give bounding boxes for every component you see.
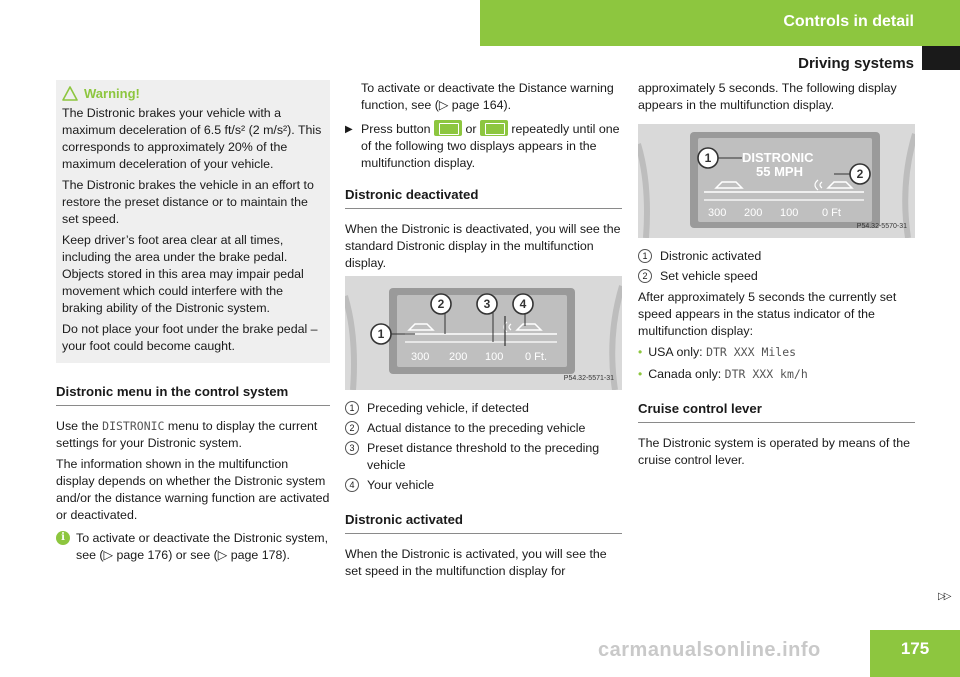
column-left: [56, 80, 330, 564]
info-note-text: To activate or deactivate the Distronic system, see (▷ page 176) or see (▷ page 178).: [76, 531, 329, 562]
legend-item: 2 Set vehicle speed: [638, 268, 915, 285]
bullet-dot-icon: •: [638, 345, 643, 359]
figure-code: P54.32-5570-31: [856, 223, 907, 230]
svg-text:2: 2: [856, 167, 864, 181]
svg-text:1: 1: [377, 327, 385, 341]
heading-distronic-menu: Distronic menu in the control system: [56, 383, 330, 406]
deactivated-paragraph: When the Distronic is deactivated, you will see the standard Distronic display in the multifunction display.: [345, 222, 621, 270]
svg-text:3: 3: [483, 297, 491, 311]
status-indicator-paragraph: After approximately 5 seconds the currently set speed appears in the status indicator of the multifunction display:: [638, 290, 897, 338]
warning-title: Warning!: [62, 85, 324, 102]
warning-triangle-icon: [62, 86, 78, 101]
display-button-icon-right: [480, 120, 508, 136]
header-marker-block: [922, 46, 960, 70]
tick-0: 0 Ft.: [525, 351, 548, 363]
menu-paragraph-1: Use the DISTRONIC menu to display the current settings for your Distronic system.: [56, 419, 318, 450]
tick-100: 100: [780, 207, 799, 219]
header-section-label: Controls in detail: [783, 13, 914, 30]
info-icon: i: [56, 531, 70, 545]
bullet-dot-icon: •: [638, 367, 643, 381]
figure-distronic-activated: [638, 124, 915, 238]
warning-paragraph-2: The Distronic brakes the vehicle in an effort to restore the preset distance or to maintain the set speed.: [62, 178, 314, 226]
warning-paragraph-4: Do not place your foot under the brake pedal – your foot could become caught.: [62, 322, 318, 353]
tick-300: 300: [411, 351, 430, 363]
page-number: 175: [870, 630, 960, 677]
step-arrow-icon: ▶: [345, 124, 353, 135]
step-text: Press button or repeatedly until one of the following two displays appears in the multifunction display.: [361, 122, 620, 170]
distance-warning-intro: To activate or deactivate the Distance warning function, see (▷ page 164).: [361, 81, 614, 112]
display-speed: 55 MPH: [756, 164, 803, 179]
header-section-tab: [480, 0, 960, 46]
heading-distronic-activated: Distronic activated: [345, 511, 622, 534]
heading-cruise-control-lever: Cruise control lever: [638, 400, 915, 423]
display-button-icon-left: [434, 120, 462, 136]
legend-item: 3 Preset distance threshold to the preceding vehicle: [345, 440, 622, 474]
watermark: carmanualsonline.info: [598, 639, 821, 661]
activated-continued: approximately 5 seconds. The following display appears in the multifunction display.: [638, 81, 897, 112]
warning-paragraph-3: Keep driver’s foot area clear at all times, including the area under the brake pedal. Objects stored in this area may impair pedal movement which could interfere with the braking ability of the Distronic system.: [62, 233, 304, 315]
bullet-item: • Canada only: DTR XXX km/h: [638, 367, 808, 381]
legend-item: 4 Your vehicle: [345, 477, 622, 494]
figure-code: P54.32-5571-31: [563, 375, 614, 382]
svg-text:1: 1: [704, 151, 712, 165]
legend-item: 1 Preceding vehicle, if detected: [345, 400, 622, 417]
menu-paragraph-2: The information shown in the multifunction display depends on whether the Distronic system and/or the distance warning function are activated or deactivated.: [56, 457, 330, 522]
activated-legend: [638, 248, 915, 285]
info-note: [56, 530, 330, 564]
display-title: DISTRONIC: [742, 150, 814, 165]
page-section-title: Driving systems: [798, 55, 914, 72]
tick-200: 200: [449, 351, 468, 363]
column-right: [638, 80, 915, 473]
continue-arrows-icon: ▷▷: [938, 591, 950, 602]
lever-paragraph: The Distronic system is operated by means of the cruise control lever.: [638, 436, 911, 467]
tick-300: 300: [708, 207, 727, 219]
legend-item: 1 Distronic activated: [638, 248, 915, 265]
tick-0: 0 Ft: [822, 207, 841, 219]
warning-paragraph-1: The Distronic brakes your vehicle with a maximum deceleration of 6.5 ft/s² (2 m/s²). This corresponds to approximately 20% of the maximum deceleration of your vehicle.: [62, 106, 322, 171]
bullet-item: • USA only: DTR XXX Miles: [638, 345, 797, 359]
tick-100: 100: [485, 351, 504, 363]
column-middle: [345, 80, 622, 584]
tick-200: 200: [744, 207, 763, 219]
instruction-step: [345, 120, 622, 172]
menu-code-distronic: DISTRONIC: [102, 419, 165, 433]
svg-text:2: 2: [437, 297, 445, 311]
svg-text:4: 4: [519, 297, 527, 311]
warning-box: [56, 80, 330, 363]
heading-distronic-deactivated: Distronic deactivated: [345, 186, 622, 209]
deactivated-legend: [345, 400, 622, 494]
legend-item: 2 Actual distance to the preceding vehicle: [345, 420, 622, 437]
figure-distronic-deactivated: [345, 276, 622, 390]
activated-paragraph: When the Distronic is activated, you will see the set speed in the multifunction display for: [345, 547, 607, 578]
